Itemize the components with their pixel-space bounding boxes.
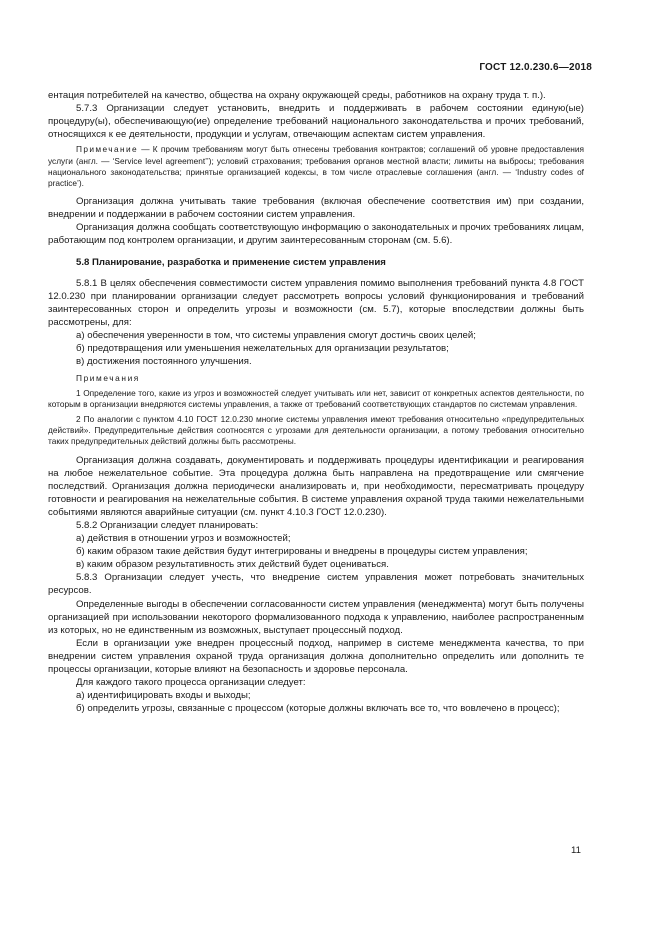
notes-block: [48, 388, 584, 448]
list-item: б) предотвращения или уменьшения нежелательных для организации результатов;: [76, 343, 449, 355]
note-label: Примечание: [76, 144, 139, 155]
list-item: а) действия в отношении угроз и возможностей;: [76, 533, 291, 545]
list-item: а) идентифицировать входы и выходы;: [76, 690, 251, 702]
paragraph-5-8-3: 5.8.3 Организации следует учесть, что внедрение систем управления может потребовать значительных ресурсов.: [48, 572, 584, 597]
page-body: [48, 89, 584, 715]
paragraph-benefits: Определенные выгоды в обеспечении согласованности систем управления (менеджмента) могут быть получены организацией при использовании некоторого формализованного подхода к управлению, наиболее распространенным из которых, но не единственным из возможных, выступает процессный подход.: [48, 598, 584, 636]
note-item-1: 1 Определение того, какие из угроз и возможностей следует учитывать или нет, зависит от конкретных аспектов деятельности, по которым в организации внедряются системы управления, а также от требований соответствующих стандартов по системам управления.: [48, 387, 584, 409]
paragraph-each-process: Для каждого такого процесса организации следует:: [76, 677, 306, 689]
list-item: в) достижения постоянного улучшения.: [76, 356, 252, 368]
page-number: 11: [571, 845, 581, 856]
section-heading-5-8: 5.8 Планирование, разработка и применение систем управления: [76, 256, 386, 268]
list-item: а) обеспечения уверенности в том, что системы управления смогут достичь своих целей;: [76, 330, 476, 342]
paragraph-process-approach: Если в организации уже внедрен процессный подход, например в системе менеджмента качества, то при внедрении систем управления охраной труда организация должна дополнительно определить или дополнить те процессы организации, которые влияют на безопасность и здоровье персонала.: [48, 637, 584, 676]
paragraph-requirements: Организация должна учитывать такие требования (включая обеспечение соответствия им) при создании, внедрении и поддержании в рабочем состоянии систем управления.: [48, 196, 584, 221]
paragraph-5-8-2: 5.8.2 Организации следует планировать:: [76, 520, 259, 531]
paragraph-communication: Организация должна сообщать соответствующую информацию о законодательных и прочих требованиях лицам, работающим под контролем организации, и другим заинтересованным сторонам (см. 5.6).: [48, 222, 584, 247]
note-block-1: [48, 144, 584, 189]
list-item: б) определить угрозы, связанные с процессом (которые должны включать все то, что вовлечено в процесс);: [76, 703, 560, 715]
paragraph-5-7-3: 5.7.3 Организации следует установить, внедрить и поддерживать в рабочем состоянии единую(ые) процедуру(ы), обеспечивающую(ие) определение требований национального законодательства и прочих требований, относящихся к ее деятельности, продукции и услугам, отвечающим аспектам систем управления.: [48, 103, 584, 141]
note-item-2: 2 По аналогии с пунктом 4.10 ГОСТ 12.0.230 многие системы управления имеют требования относительно «предупредительных действий». Предупредительные действия соотносятся с угрозами для деятельности организации, а потому требования относительно таких предупредительных действий должны быть рассмотрены.: [48, 413, 584, 447]
paragraph-5-8-1: 5.8.1 В целях обеспечения совместимости систем управления помимо выполнения требований пункта 4.8 ГОСТ 12.0.230 при планировании организации следует рассмотреть вопросы условий функционирования и требований заинтересованных сторон и определить угрозы и возможности (см. 5.7), которые впоследствии должны быть рассмотрены, для:: [48, 277, 584, 328]
list-item: в) каким образом результативность этих действий будет оцениваться.: [76, 559, 389, 571]
paragraph-continuation: ентация потребителей на качество, общества на охрану окружающей среды, работников на охрану труда т. п.).: [48, 90, 546, 101]
paragraph-procedures: Организация должна создавать, документировать и поддерживать процедуры идентификации и реагирования на любое нежелательное событие. Эта процедура должна быть направлена на предотвращение или смягчение последствий. Организация должна периодически анализировать и, при необходимости, пересматривать процедуру готовности и реагирования на нежелательные события. В системе управления охраной труда такими нежелательными событиями являются аварийные ситуации (см. пункт 4.10.3 ГОСТ 12.0.230).: [48, 454, 584, 518]
note-text: — К прочим требованиям могут быть отнесены требования контрактов; соглашений об уровне предоставления услуги (англ. — ‘Service level agreement’’); условий страхования; требования органов местной власти; лимиты на выбросы; требования национального законодательства; принятые организацией кодексы, в том числе отраслевые соглашения (англ. — ‘Industry codes of practice’).: [48, 144, 584, 188]
document-id-header: ГОСТ 12.0.230.6—2018: [479, 62, 592, 73]
list-item: б) каким образом такие действия будут интегрированы и внедрены в процедуры систем управления;: [76, 546, 528, 558]
notes-label: Примечания: [76, 373, 140, 384]
